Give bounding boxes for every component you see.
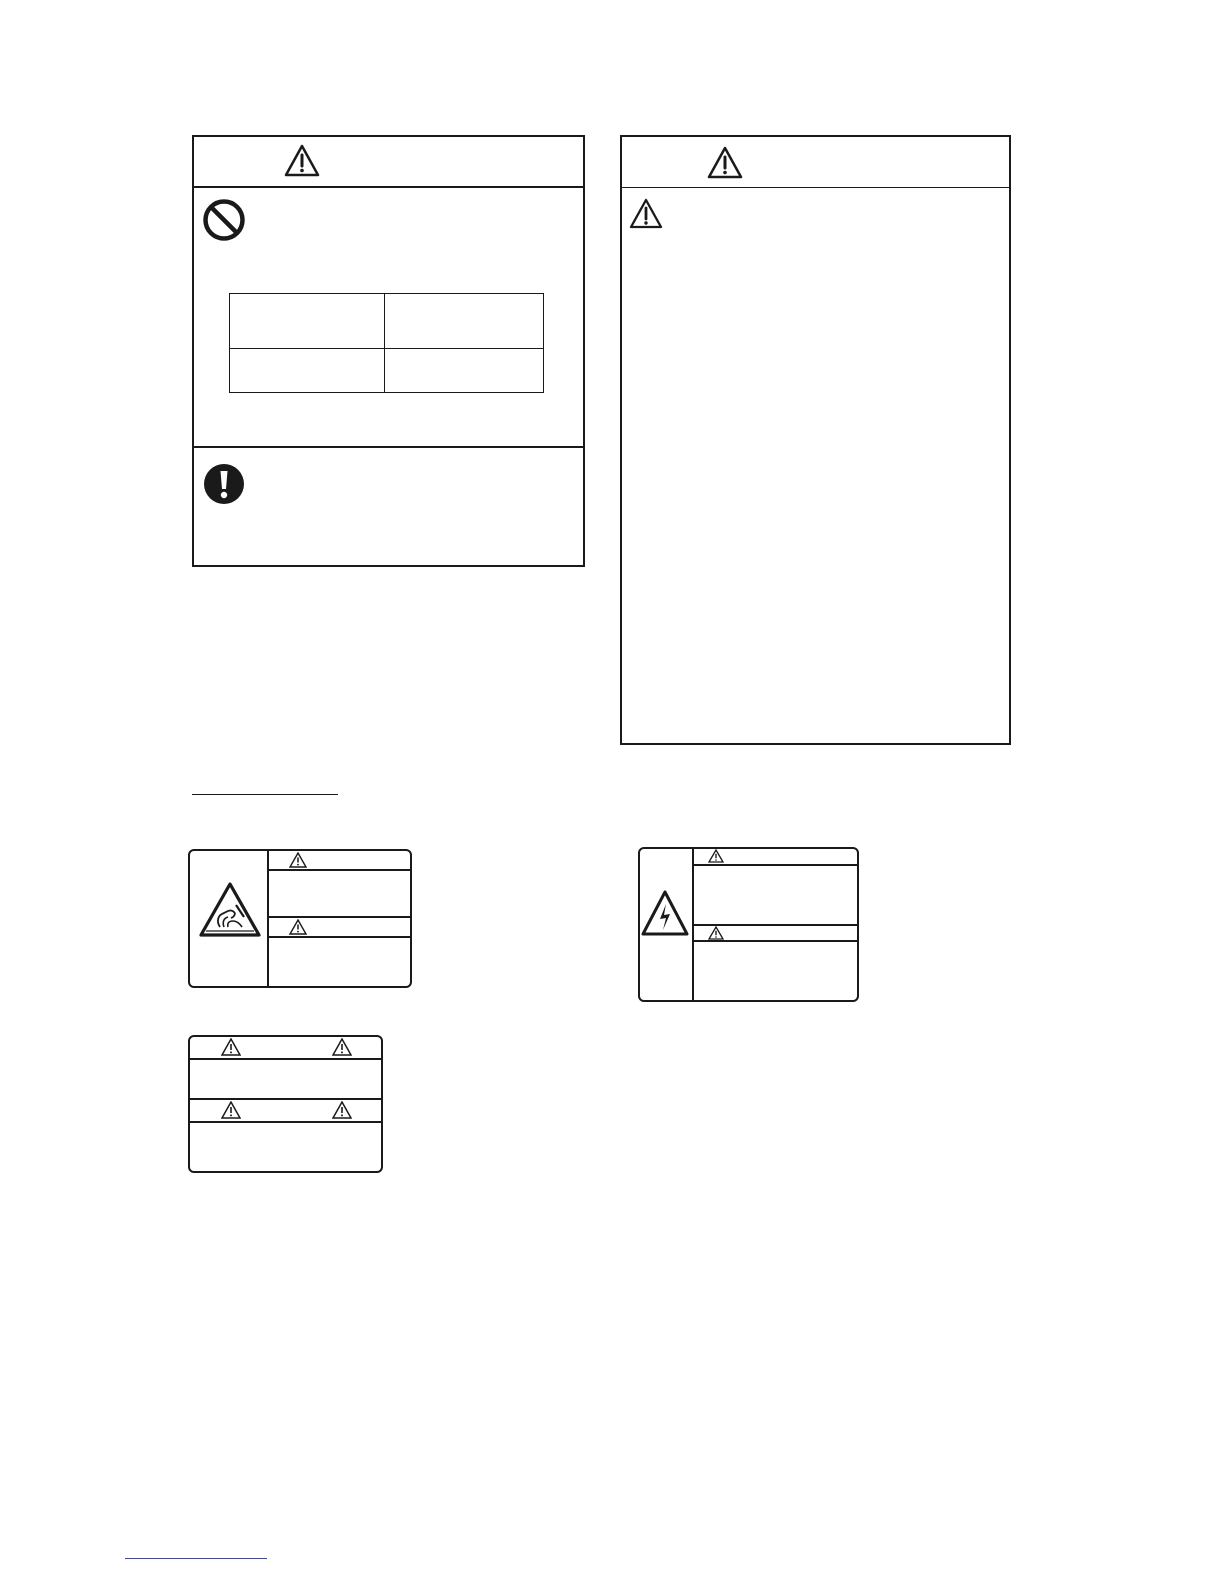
pinch-label-row-line xyxy=(267,916,412,918)
table-cell xyxy=(385,294,544,349)
dual-label-row-line xyxy=(188,1098,383,1100)
dual-label-row-line xyxy=(188,1058,383,1060)
warning-triangle-icon xyxy=(708,926,724,940)
warning-triangle-icon xyxy=(284,144,320,178)
shock-label-row-line xyxy=(692,864,859,866)
table-cell xyxy=(230,294,385,349)
dual-warning-label xyxy=(188,1035,383,1173)
table-cell xyxy=(230,349,385,393)
warning-box-right-header-divider xyxy=(620,187,1011,188)
shock-label-row-line xyxy=(692,940,859,942)
warning-triangle-icon xyxy=(221,1101,241,1119)
warning-box-right xyxy=(620,135,1011,745)
table-cell xyxy=(385,349,544,393)
warning-triangle-icon xyxy=(332,1101,352,1119)
warning-triangle-icon xyxy=(707,146,743,180)
rating-table xyxy=(229,293,544,393)
warning-triangle-icon xyxy=(221,1038,241,1056)
pinch-label-row-line xyxy=(267,936,412,938)
warning-triangle-icon xyxy=(708,849,724,863)
warning-triangle-icon xyxy=(289,852,307,868)
warning-box-left-section-divider xyxy=(192,446,585,448)
warning-box-left-header-divider xyxy=(192,186,585,188)
mandatory-action-icon xyxy=(203,463,245,505)
labels-section-heading-underline xyxy=(192,794,338,795)
prohibition-icon xyxy=(202,198,246,242)
warning-triangle-icon xyxy=(289,919,307,935)
warning-triangle-icon xyxy=(629,198,663,230)
electric-shock-icon xyxy=(641,890,689,938)
dual-label-row-line xyxy=(188,1121,383,1123)
warning-triangle-icon xyxy=(332,1038,352,1056)
hand-pinch-hazard-icon xyxy=(198,881,262,939)
pinch-label-row-line xyxy=(267,869,412,871)
footer-link-underline[interactable] xyxy=(125,1558,267,1559)
